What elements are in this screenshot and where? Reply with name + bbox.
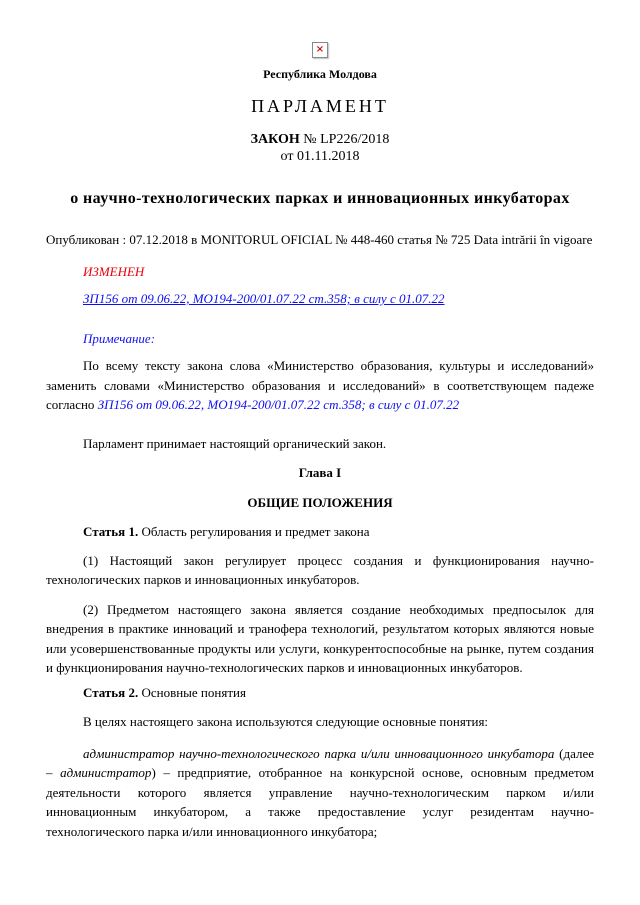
law-label: ЗАКОН — [250, 132, 300, 147]
parliament-title: ПАРЛАМЕНТ — [251, 96, 389, 116]
note-inline-link[interactable]: ЗП156 от 09.06.22, МО194-200/01.07.22 ст.358; в силу с 01.07.22 — [97, 397, 460, 412]
note-label-row — [83, 329, 594, 349]
country-name: Республика Молдова — [263, 67, 377, 81]
law-heading-line — [46, 131, 594, 148]
article-1-label: Статья 1. — [83, 524, 139, 539]
definition-term-short: администратор — [60, 765, 152, 780]
note-label: Примечание: — [83, 330, 156, 346]
amended-status-row — [83, 262, 594, 282]
document-title: о научно-технологических парках и инновационных инкубаторах — [70, 190, 570, 207]
amendment-link[interactable]: ЗП156 от 09.06.22, МО194-200/01.07.22 ст.358; в силу с 01.07.22 — [83, 291, 445, 306]
article-2-heading — [46, 683, 594, 703]
definition-mid: (далее – — [46, 745, 595, 780]
article-1-title: Область регулирования и предмет закона — [138, 524, 370, 539]
chapter-title: ОБЩИЕ ПОЛОЖЕНИЯ — [247, 494, 393, 510]
definition-term: администратор научно-технологического парка и/или инновационного инкубатора — [83, 745, 555, 761]
note-paragraph — [46, 356, 594, 415]
amended-status: ИЗМЕНЕН — [83, 263, 145, 279]
paragraph-2: (2) Предметом настоящего закона является создание необходимых предпосылок для внедрения в практике инноваций и транофера технологий, результатом которых являются новые или усовершенствованные продукты или услуги, конкурентоспособные на рынке, путем создания и функционирования научно-технологических парков и инновационных инкубаторов. — [46, 601, 594, 675]
broken-image-icon: × — [312, 42, 328, 58]
preamble-paragraph: Парламент принимает настоящий органический закон. — [83, 435, 387, 451]
law-number-block — [46, 131, 594, 165]
header-icon-row — [46, 42, 594, 58]
definition-paragraph — [46, 744, 594, 842]
note-text: По всему тексту закона слова «Министерство образования, культуры и исследований» заменить словами «Министерство образования и исследований» в соответствующем падеже согласно — [46, 358, 594, 412]
amendment-link-row — [83, 289, 594, 309]
definition-rest: ) – предприятие, отобранное на конкурсной основе, основным предметом деятельности которого является управление научно-технологическим парком и/или инновационным инкубатором, а также предоставление услуг резидентам научно-технологического парка и/или инновационного инкубатора; — [46, 765, 595, 839]
publication-line: Опубликован : 07.12.2018 в MONITORUL OFICIAL № 448-460 статья № 725 Data intrării în vigoare — [46, 232, 593, 247]
law-number: № LP226/2018 — [299, 132, 390, 147]
article-2-title: Основные понятия — [138, 684, 246, 700]
paragraph-3: В целях настоящего закона используются следующие основные понятия: — [83, 714, 489, 729]
chapter-heading: Глава I — [298, 465, 342, 480]
law-date: от 01.11.2018 — [280, 149, 360, 164]
paragraph-1: (1) Настоящий закон регулирует процесс создания и функционирования научно-технологических парков и инновационных инкубаторов. — [46, 552, 594, 587]
article-2-label: Статья 2. — [83, 684, 139, 700]
article-1-heading — [46, 522, 594, 542]
